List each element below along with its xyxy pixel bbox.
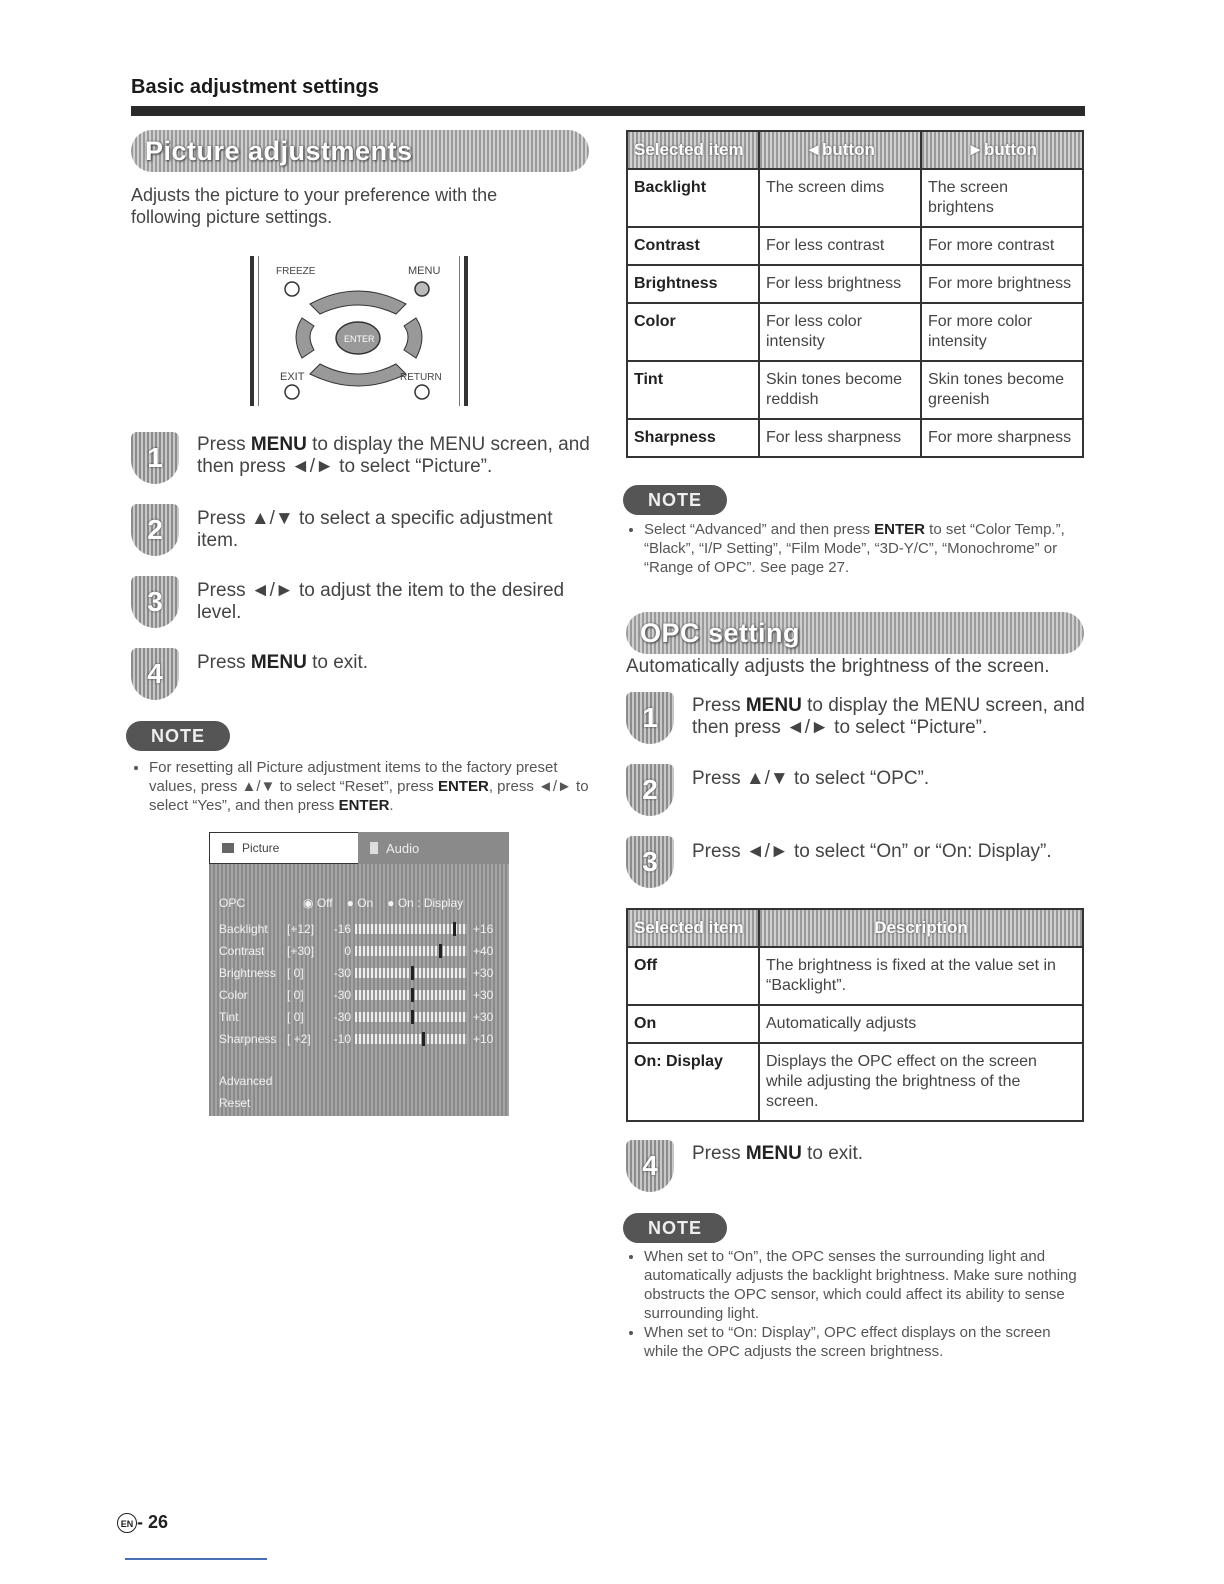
- menu-row-min: -10: [333, 1032, 351, 1046]
- menu-row-max: +40: [473, 944, 494, 958]
- menu-row: [219, 1006, 504, 1028]
- table-row: Off The brightness is fixed at the value set in “Backlight”.: [627, 947, 1083, 1005]
- col-header-left-button: ◄button: [759, 131, 921, 169]
- menu-row-max: +30: [473, 966, 494, 980]
- step-2-text: Press ▲/▼ to select a specific adjustment item.: [197, 508, 553, 551]
- col-header-selected-item: Selected item: [627, 131, 759, 169]
- menu-row-slider-marker: [453, 922, 456, 936]
- menu-reset: Reset: [219, 1096, 251, 1110]
- menu-row-min: -30: [333, 966, 351, 980]
- opc-setting-banner: OPC setting: [626, 612, 1084, 654]
- table-row: Backlight The screen dims The screen brightens: [627, 169, 1083, 227]
- menu-row-label: Backlight: [219, 922, 268, 936]
- table-row: Contrast For less contrast For more contrast: [627, 227, 1083, 265]
- return-label: RETURN: [400, 372, 442, 383]
- page-section-title: Basic adjustment settings: [131, 76, 379, 98]
- menu-row: [219, 1028, 504, 1050]
- menu-row-slider: [355, 924, 467, 934]
- remote-control-illustration: [250, 256, 468, 406]
- menu-row-slider: [355, 1034, 467, 1044]
- menu-row-value: [ 0]: [287, 988, 304, 1002]
- menu-row-label: Tint: [219, 1010, 239, 1024]
- language-badge: EN: [117, 1513, 137, 1533]
- page-number: EN - 26: [117, 1512, 168, 1533]
- step-1-text: Press MENU to display the MENU screen, and then press ◄/► to select “Picture”.: [197, 434, 590, 477]
- menu-row-value: [ 0]: [287, 966, 304, 980]
- menu-row-value: [ 0]: [287, 1010, 304, 1024]
- picture-intro: Adjusts the picture to your preference with the following picture settings.: [131, 185, 498, 227]
- menu-row-max: +30: [473, 988, 494, 1002]
- step-4-badge: 4: [131, 648, 179, 700]
- opc-step-1-badge: 1: [626, 692, 674, 744]
- menu-tab-audio: Audio: [358, 832, 509, 864]
- table-row: Sharpness For less sharpness For more sharpness: [627, 419, 1083, 457]
- footer-line: [125, 1558, 267, 1560]
- opc-step-3-text: Press ◄/► to select “On” or “On: Display”.: [692, 841, 1052, 862]
- audio-tab-icon: [370, 842, 378, 854]
- opc-notes: • When set to “On”, the OPC senses the surrounding light and automatically adjusts the backlight brightness. Make sure nothing obstructs the OPC sensor, which could affect its ability to sense surrounding light. • When set to “On: Display”, OPC effect displays on the screen while the OPC adjusts the screen brightness.: [626, 1247, 1082, 1361]
- menu-row-label: Color: [219, 988, 248, 1002]
- menu-row-min: -30: [333, 988, 351, 1002]
- note-badge: NOTE: [623, 485, 727, 515]
- menu-row-max: +30: [473, 1010, 494, 1024]
- menu-row: [219, 962, 504, 984]
- step-2-badge: 2: [131, 504, 179, 556]
- menu-row-label: Sharpness: [219, 1032, 277, 1046]
- table-row: Tint Skin tones become reddish Skin tones become greenish: [627, 361, 1083, 419]
- col-header-description: Description: [759, 909, 1083, 947]
- menu-row: [219, 918, 504, 940]
- picture-tab-icon: [222, 843, 234, 853]
- remote-buttons-icon: [250, 256, 468, 406]
- col-header-selected-item: Selected item: [627, 909, 759, 947]
- menu-row-label: Contrast: [219, 944, 265, 958]
- menu-row-label: Brightness: [219, 966, 276, 980]
- picture-adjustments-banner: [131, 130, 589, 172]
- menu-row-value: [ +2]: [287, 1032, 311, 1046]
- advanced-note: • Select “Advanced” and then press ENTER to set “Color Temp.”, “Black”, “I/P Setting”, “Film Mode”, “3D-Y/C”, “Monochrome” or “Range of OPC”. See page 27.: [626, 520, 1076, 577]
- menu-row-slider: [355, 1012, 467, 1022]
- step-3-text: Press ◄/► to adjust the item to the desired level.: [197, 580, 565, 623]
- menu-row-slider-marker: [422, 1032, 425, 1046]
- menu-row-min: -30: [333, 1010, 351, 1024]
- step-3-badge: 3: [131, 576, 179, 628]
- col-header-right-button: ►button: [921, 131, 1083, 169]
- menu-row-value: [+12]: [287, 922, 315, 936]
- header-rule: [131, 106, 1085, 116]
- note-badge: NOTE: [126, 721, 230, 751]
- picture-menu-screenshot: [209, 832, 509, 1116]
- menu-row: [219, 984, 504, 1006]
- table-row: Brightness For less brightness For more brightness: [627, 265, 1083, 303]
- table-row: On Automatically adjusts: [627, 1005, 1083, 1043]
- menu-row-slider-marker: [411, 988, 414, 1002]
- banner-title: Picture adjustments: [145, 135, 413, 166]
- menu-row-slider-marker: [439, 944, 442, 958]
- opc-table: [626, 908, 1084, 1122]
- picture-note: • For resetting all Picture adjustment items to the factory preset values, press ▲/▼ to select “Reset”, press ENTER, press ◄/► to select “Yes”, and then press ENTER.: [131, 758, 591, 815]
- note-badge: NOTE: [623, 1213, 727, 1243]
- menu-row-slider: [355, 946, 467, 956]
- table-row: On: Display Displays the OPC effect on the screen while adjusting the brightness of the screen.: [627, 1043, 1083, 1121]
- opc-row: OPC ◉ Off ● On ● On : Display: [219, 896, 464, 910]
- step-1-badge: 1: [131, 432, 179, 484]
- menu-rows: [219, 918, 504, 1050]
- adjustment-table: [626, 130, 1084, 458]
- menu-body: [209, 864, 509, 1116]
- menu-row-slider-marker: [411, 966, 414, 980]
- table-row: Color For less color intensity For more color intensity: [627, 303, 1083, 361]
- freeze-label: FREEZE: [276, 266, 316, 277]
- menu-advanced: Advanced: [219, 1074, 273, 1088]
- menu-row-value: [+30]: [287, 944, 315, 958]
- menu-row-min: -16: [333, 922, 351, 936]
- menu-row-min: 0: [344, 944, 351, 958]
- enter-label: ENTER: [344, 334, 375, 344]
- menu-row-slider-marker: [411, 1010, 414, 1024]
- menu-tab-picture: Picture: [209, 832, 359, 864]
- step-4-text: Press MENU to exit.: [197, 652, 369, 673]
- menu-row-slider: [355, 990, 467, 1000]
- menu-row-max: +16: [473, 922, 494, 936]
- menu-label: MENU: [408, 265, 441, 277]
- menu-row-slider: [355, 968, 467, 978]
- menu-row: [219, 940, 504, 962]
- opc-step-3-badge: 3: [626, 836, 674, 888]
- opc-step-1-text: Press MENU to display the MENU screen, and then press ◄/► to select “Picture”.: [692, 695, 1085, 738]
- opc-step-2-badge: 2: [626, 764, 674, 816]
- opc-intro: Automatically adjusts the brightness of the screen.: [626, 656, 1050, 677]
- opc-step-2-text: Press ▲/▼ to select “OPC”.: [692, 768, 930, 789]
- opc-step-4-badge: 4: [626, 1140, 674, 1192]
- exit-label: EXIT: [280, 371, 305, 383]
- menu-row-max: +10: [473, 1032, 494, 1046]
- opc-step-4-text: Press MENU to exit.: [692, 1143, 864, 1164]
